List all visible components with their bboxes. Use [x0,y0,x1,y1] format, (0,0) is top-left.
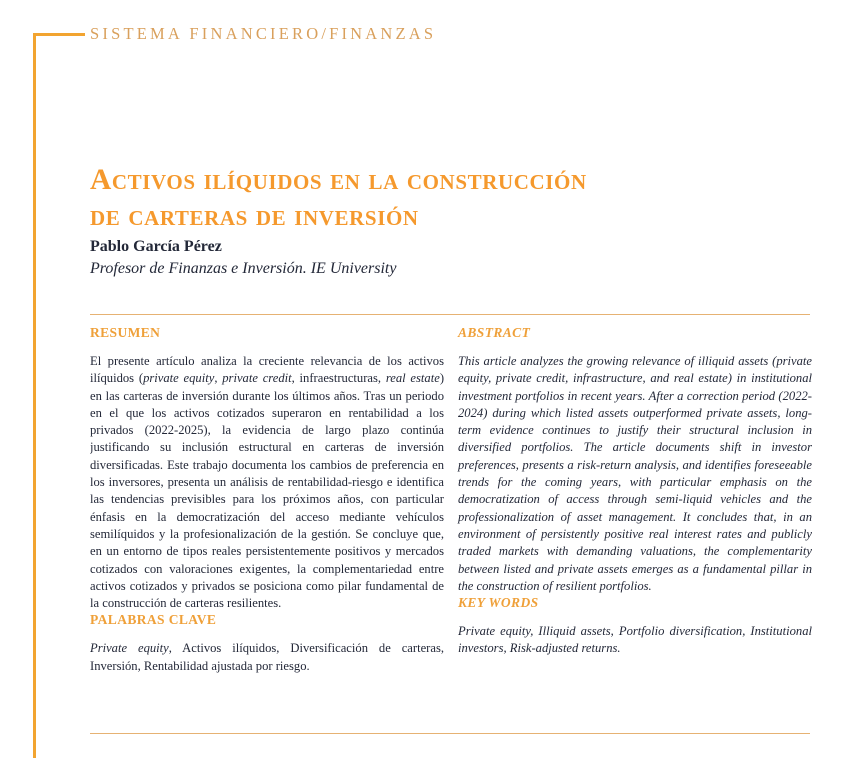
author-affiliation: Profesor de Finanzas e Inversión. IE University [90,260,397,277]
author-block [90,236,396,280]
abstract-column [458,325,812,727]
article-title [90,162,790,234]
bottom-divider-rule [90,733,810,734]
author-name: Pablo García Pérez [90,238,222,255]
top-divider-rule [90,314,810,315]
abstract-body: This article analyzes the growing relevance of illiquid assets (private equity, private credit, infrastructure, and real estate) in institutional investment portfolios in recent years. After a correction period (2022-2024) during which listed assets outperformed private assets, long-term evidence continues to justify their structural inclusion in diversified portfolios. The article documents shift in investor preferences, presents a risk-return analysis, and identifies foreseeable trends for the coming years, with particular emphasis on the democratization of access through semi-liquid vehicles and the professionalization of asset management. It concludes that, in an environment of persistently positive real interest rates and publicly traded markets with demanding valuations, the complementarity between listed and private assets emerges as a fundamental pillar in the construction of resilient portfolios. [458,354,812,593]
resumen-heading: RESUMEN [90,325,161,340]
palabras-clave-heading: PALABRAS CLAVE [90,612,217,628]
bracket-tick [33,33,85,36]
article-title-line-1: Activos ilíquidos en la construcción [90,163,587,196]
article-title-line-2: de carteras de inversión [90,199,419,232]
key-words-heading: KEY WORDS [458,595,539,611]
resumen-body: El presente artículo analiza la creciente relevancia de los activos ilíquidos (private equity, private credit, infraestructuras, real estate) en las carteras de inversión durante los últimos años. Tras un periodo en el que los activos cotizados superaron en rentabilidad a los privados (2022-2025), la evidencia de largo plazo continúa justificando su inclusión estructural en carteras de inversión diversificadas. Este trabajo documenta los cambios de preferencia en los inversores, presenta un análisis de rentabilidad-riesgo e identifica las tendencias previsibles para los próximos años, con particular énfasis en la democratización del acceso mediante vehículos semilíquidos y la profesionalización de la gestión. Se concluye que, en un entorno de tipos reales persistentemente positivos y mercados cotizados con valoraciones exigentes, la complementariedad entre activos cotizados y privados se posiciona como pilar fundamental de la construcción de carteras resilientes. [90,354,445,611]
abstract-columns [90,325,812,727]
resumen-column [90,325,444,727]
abstract-heading: ABSTRACT [458,325,531,340]
key-words-body: Private equity, Illiquid assets, Portfolio diversification, Institutional investors, Risk-adjusted returns. [458,624,812,656]
left-vertical-rule [33,34,36,758]
section-label: SISTEMA FINANCIERO/FINANZAS [90,24,437,43]
palabras-clave-body: Private equity, Activos ilíquidos, Diversificación de carteras, Inversión, Rentabilidad ajustada por riesgo. [90,641,444,673]
